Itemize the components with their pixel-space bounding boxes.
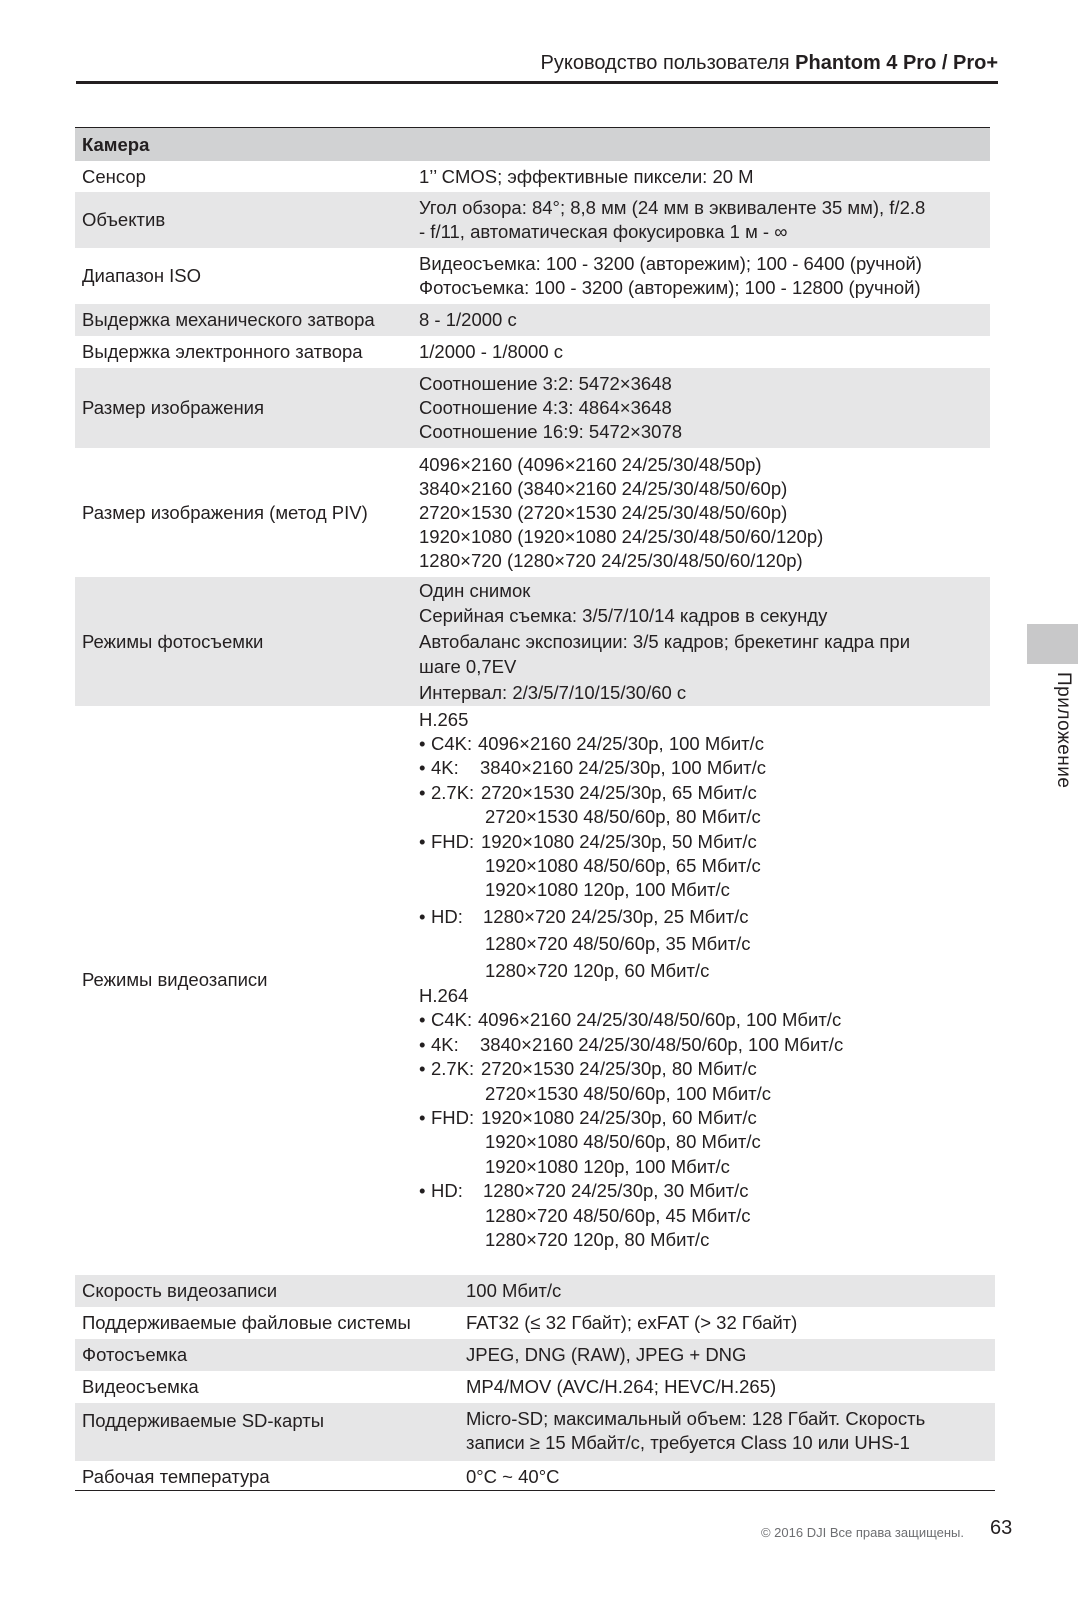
mode-value-cont: 1280×720 48/50/60p, 45 Мбит/с: [485, 1204, 751, 1226]
value-line: Соотношение 3:2: 5472×3648: [419, 373, 672, 394]
bullet-icon: •: [419, 1033, 426, 1055]
mode-value: 1280×720 24/25/30p, 25 Мбит/с: [483, 905, 749, 927]
table-row: [75, 706, 990, 1254]
list-item: [419, 903, 990, 930]
list-item: [419, 1106, 990, 1130]
value-line: 0°C ~ 40°C: [466, 1466, 560, 1487]
mode-key: 2.7K:: [431, 781, 475, 803]
value-line: JPEG, DNG (RAW), JPEG + DNG: [466, 1344, 747, 1365]
value-line: Автобаланс экспозиции: 3/5 кадров; брекетинг кадра при: [419, 630, 911, 652]
table-row: [75, 448, 990, 577]
bullet-icon: •: [419, 781, 426, 803]
table-row: [75, 248, 990, 304]
row-value: [419, 449, 990, 577]
value-line: Один снимок: [419, 579, 531, 601]
value-line: Интервал: 2/3/5/7/10/15/30/60 с: [419, 681, 687, 703]
mode-value: 3840×2160 24/25/30p, 100 Мбит/с: [480, 757, 767, 779]
mode-value-cont: 1280×720 48/50/60p, 35 Мбит/с: [485, 932, 751, 954]
list-item: [419, 756, 990, 780]
bullet-icon: •: [419, 1180, 426, 1202]
mode-key: HD:: [431, 905, 463, 927]
mode-key: FHD:: [431, 830, 475, 852]
list-item: [419, 1033, 990, 1057]
list-item: [419, 781, 990, 805]
row-label: Поддерживаемые файловые системы: [82, 1312, 411, 1333]
table-bottom-rule: [75, 1490, 995, 1491]
bullet-icon: •: [419, 1106, 426, 1128]
page-header: [76, 52, 998, 75]
list-item: [419, 732, 990, 756]
row-value: [419, 704, 990, 1257]
row-label: Поддерживаемые SD-карты: [82, 1410, 324, 1431]
row-label: Объектив: [82, 209, 166, 230]
mode-key: 4K:: [431, 1033, 459, 1055]
mode-value: 3840×2160 24/25/30/48/50/60p, 100 Мбит/с: [480, 1033, 844, 1055]
bullet-icon: •: [419, 830, 426, 852]
mode-value: 1280×720 24/25/30p, 30 Мбит/с: [483, 1180, 749, 1202]
row-label: Выдержка механического затвора: [82, 309, 375, 330]
row-label: Фотосъемка: [82, 1344, 188, 1365]
mode-value: 4096×2160 24/25/30/48/50/60p, 100 Мбит/с: [478, 1009, 842, 1031]
mode-value-cont: 2720×1530 48/50/60p, 80 Мбит/с: [485, 806, 761, 828]
mode-value: 2720×1530 24/25/30p, 65 Мбит/с: [481, 781, 757, 803]
table-row: [75, 1307, 995, 1339]
mode-key: 4K:: [431, 757, 459, 779]
header-product: Phantom 4 Pro / Pro+: [795, 52, 998, 74]
value-line: 1/2000 - 1/8000 с: [419, 341, 563, 362]
row-label: Рабочая температура: [82, 1466, 270, 1487]
camera-spec-table: [75, 127, 990, 1254]
section-side-tab: [1027, 624, 1078, 664]
mode-value-cont: 1280×720 120p, 80 Мбит/с: [485, 1228, 710, 1250]
section-title: Камера: [82, 133, 150, 155]
row-label: Режимы видеозаписи: [82, 968, 268, 990]
row-value: [419, 192, 990, 248]
row-value: [466, 1339, 995, 1371]
value-line: 3840×2160 (3840×2160 24/25/30/48/50/60p): [419, 477, 788, 499]
header-prefix: Руководство пользователя: [540, 52, 796, 74]
table-row: [75, 577, 990, 706]
storage-spec-table: [75, 1275, 995, 1493]
row-label: Режимы фотосъемки: [82, 630, 264, 652]
header-rule: [76, 81, 998, 84]
mode-value: 4096×2160 24/25/30p, 100 Мбит/с: [478, 733, 765, 755]
value-line: Фотосъемка: 100 - 3200 (авторежим); 100 - 12800 (ручной): [419, 277, 921, 298]
value-line: 4096×2160 (4096×2160 24/25/30/48/50p): [419, 453, 762, 475]
mode-value-cont: 2720×1530 48/50/60p, 100 Мбит/с: [485, 1082, 772, 1104]
value-line: MP4/MOV (AVC/H.264; HEVC/H.265): [466, 1376, 777, 1397]
mode-value-cont: 1920×1080 120p, 100 Мбит/с: [485, 879, 730, 901]
row-value: [466, 1307, 995, 1339]
bullet-icon: •: [419, 1058, 426, 1080]
row-value: [419, 161, 990, 193]
value-line: 1280×720 (1280×720 24/25/30/48/50/60/120p): [419, 549, 803, 571]
table-row: [75, 1371, 995, 1403]
mode-key: FHD:: [431, 1106, 475, 1128]
mode-value: 1920×1080 24/25/30p, 60 Мбит/с: [481, 1106, 757, 1128]
row-label: Сенсор: [82, 165, 146, 187]
row-value: [419, 336, 990, 368]
row-label: Скорость видеозаписи: [82, 1280, 278, 1301]
table-row: [75, 336, 990, 368]
table-row: [75, 1275, 995, 1307]
value-line: FAT32 (≤ 32 Гбайт); exFAT (> 32 Гбайт): [466, 1312, 798, 1333]
table-row: [75, 304, 990, 336]
value-line: 8 - 1/2000 с: [419, 309, 517, 330]
codec-title: H.264: [419, 984, 469, 1006]
page-number: 63: [990, 1517, 1013, 1539]
row-value: [419, 304, 990, 336]
row-value: [466, 1461, 995, 1493]
mode-key: C4K:: [431, 1009, 473, 1031]
value-line: шаге 0,7EV: [419, 656, 517, 678]
row-label: Размер изображения: [82, 397, 265, 418]
mode-value-cont: 1920×1080 120p, 100 Мбит/с: [485, 1155, 730, 1177]
value-line: 1’’ CMOS; эффективные пиксели: 20 М: [419, 165, 754, 187]
list-item: [419, 1008, 990, 1032]
row-label: Диапазон ISO: [82, 265, 202, 286]
bullet-icon: •: [419, 1009, 426, 1031]
value-line: Видеосъемка: 100 - 3200 (авторежим); 100 - 6400 (ручной): [419, 253, 922, 274]
table-row: [75, 368, 990, 448]
row-label: Видеосъемка: [82, 1376, 199, 1397]
row-value: [466, 1371, 995, 1403]
value-line: 2720×1530 (2720×1530 24/25/30/48/50/60p): [419, 501, 788, 523]
mode-value: 1920×1080 24/25/30p, 50 Мбит/с: [481, 830, 757, 852]
value-line: Соотношение 16:9: 5472×3078: [419, 421, 683, 442]
row-value: [419, 248, 990, 304]
value-line: Серийная съемка: 3/5/7/10/14 кадров в секунду: [419, 605, 828, 627]
table-row: [75, 1403, 995, 1461]
row-value: [466, 1275, 995, 1307]
value-line: 100 Мбит/с: [466, 1280, 562, 1301]
value-line: Micro-SD; максимальный объем: 128 Гбайт. Скорость: [466, 1408, 926, 1429]
mode-value-cont: 1920×1080 48/50/60p, 65 Мбит/с: [485, 855, 761, 877]
table-row: [75, 161, 990, 192]
value-line: Соотношение 4:3: 4864×3648: [419, 397, 672, 418]
table-row: [75, 1339, 995, 1371]
mode-value-cont: 1920×1080 48/50/60p, 80 Мбит/с: [485, 1131, 761, 1153]
value-line: записи ≥ 15 Мбайт/с, требуется Class 10 или UHS-1: [466, 1432, 910, 1453]
mode-key: C4K:: [431, 733, 473, 755]
section-header-row: [75, 128, 990, 161]
value-line: - f/11, автоматическая фокусировка 1 м - ∞: [419, 221, 788, 242]
mode-key: HD:: [431, 1180, 463, 1202]
bullet-icon: •: [419, 757, 426, 779]
row-label: Выдержка электронного затвора: [82, 341, 363, 362]
copyright: © 2016 DJI Все права защищены.: [760, 1525, 964, 1540]
codec-title: H.265: [419, 708, 469, 730]
value-line: 1920×1080 (1920×1080 24/25/30/48/50/60/120p): [419, 525, 824, 547]
row-label: Размер изображения (метод PIV): [82, 501, 368, 523]
list-item: [419, 830, 990, 854]
list-item: [419, 1057, 990, 1081]
row-value: [419, 574, 990, 710]
mode-key: 2.7K:: [431, 1058, 475, 1080]
mode-value: 2720×1530 24/25/30p, 80 Мбит/с: [481, 1058, 757, 1080]
mode-value-cont: 1280×720 120p, 60 Мбит/с: [485, 959, 710, 981]
row-value: [419, 368, 990, 448]
value-line: Угол обзора: 84°; 8,8 мм (24 мм в эквиваленте 35 мм), f/2.8: [419, 197, 926, 218]
row-value: [466, 1403, 995, 1459]
list-item: [419, 1179, 990, 1203]
table-row: [75, 192, 990, 248]
bullet-icon: •: [419, 905, 426, 927]
bullet-icon: •: [419, 733, 426, 755]
section-side-label: Приложение: [1053, 672, 1074, 789]
table-row: [75, 1461, 995, 1493]
